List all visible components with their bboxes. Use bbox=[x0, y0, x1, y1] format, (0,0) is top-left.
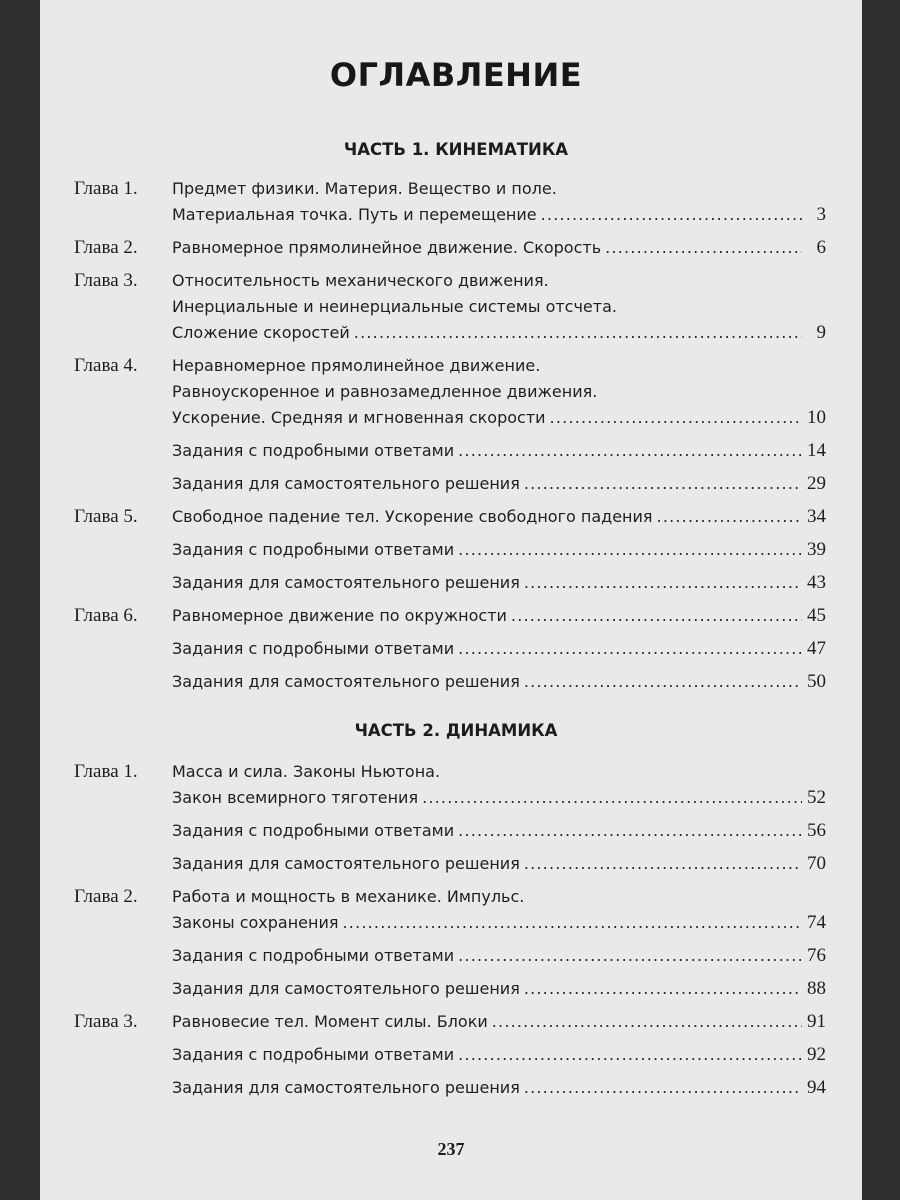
entry-text: Задания с подробными ответами bbox=[172, 946, 455, 965]
dot-leader bbox=[524, 976, 802, 1002]
chapter-label: Глава 3. bbox=[74, 270, 138, 291]
entry-page-number: 91 bbox=[807, 1011, 826, 1032]
chapter-body bbox=[172, 759, 826, 877]
entry-page-number: 9 bbox=[816, 322, 826, 343]
sub-entry bbox=[172, 570, 826, 596]
entry-text: Законы сохранения bbox=[172, 913, 339, 932]
entry-page-number: 43 bbox=[807, 572, 826, 593]
chapter-body bbox=[172, 235, 826, 261]
sub-entry bbox=[172, 851, 826, 877]
sub-entry bbox=[172, 438, 826, 464]
entry-page-number: 92 bbox=[807, 1044, 826, 1065]
sub-entry bbox=[172, 669, 826, 695]
entry-text: Равномерное движение по окружности bbox=[172, 606, 507, 625]
entry-text: Задания для самостоятельного решения bbox=[172, 979, 520, 998]
table-of-contents bbox=[74, 52, 826, 1108]
chapter-label: Глава 1. bbox=[74, 761, 138, 782]
dot-leader bbox=[458, 818, 802, 844]
sub-entry bbox=[172, 1042, 826, 1068]
dot-leader bbox=[343, 910, 803, 936]
entry-page-number: 74 bbox=[807, 912, 826, 933]
entry-text: Равновесие тел. Момент силы. Блоки bbox=[172, 1012, 488, 1031]
sub-entry bbox=[172, 976, 826, 1002]
entry-text: Задания с подробными ответами bbox=[172, 1045, 455, 1064]
chapter-list bbox=[74, 176, 826, 695]
entry-page-number: 52 bbox=[807, 787, 826, 808]
toc-chapter bbox=[74, 353, 826, 497]
entry-text: Материальная точка. Путь и перемещение bbox=[172, 205, 537, 224]
chapter-label: Глава 5. bbox=[74, 506, 138, 527]
sub-entry bbox=[172, 818, 826, 844]
chapter-title-line: Неравномерное прямолинейное движение. bbox=[172, 356, 541, 375]
entry-page-number: 39 bbox=[807, 539, 826, 560]
entry-page-number: 29 bbox=[807, 473, 826, 494]
dot-leader bbox=[550, 405, 802, 431]
chapter-body bbox=[172, 176, 826, 228]
book-page bbox=[40, 0, 862, 1200]
entry-text: Сложение скоростей bbox=[172, 323, 350, 342]
chapter-list bbox=[74, 759, 826, 1101]
dot-leader bbox=[605, 235, 802, 261]
entry-page-number: 94 bbox=[807, 1077, 826, 1098]
part-title: ЧАСТЬ 1. КИНЕМАТИКА bbox=[343, 140, 569, 159]
entry-text: Задания с подробными ответами bbox=[172, 639, 455, 658]
entry-text: Задания для самостоятельного решения bbox=[172, 1078, 520, 1097]
chapter-body bbox=[172, 268, 826, 346]
chapter-entry bbox=[172, 910, 826, 936]
toc-chapter bbox=[74, 759, 826, 877]
entry-text: Задания с подробными ответами bbox=[172, 441, 455, 460]
dot-leader bbox=[524, 669, 802, 695]
dot-leader bbox=[458, 636, 802, 662]
entry-text: Ускорение. Средняя и мгновенная скорости bbox=[172, 408, 546, 427]
entry-page-number: 56 bbox=[807, 820, 826, 841]
part-title: ЧАСТЬ 2. ДИНАМИКА bbox=[354, 721, 558, 740]
dot-leader bbox=[524, 570, 802, 596]
toc-chapter bbox=[74, 504, 826, 596]
sub-entry bbox=[172, 943, 826, 969]
entry-text: Задания для самостоятельного решения bbox=[172, 854, 520, 873]
chapter-entry bbox=[172, 202, 826, 228]
chapter-entry bbox=[172, 405, 826, 431]
entry-page-number: 88 bbox=[807, 978, 826, 999]
chapter-label: Глава 1. bbox=[74, 178, 138, 199]
chapter-entry bbox=[172, 235, 826, 261]
entry-text: Задания с подробными ответами bbox=[172, 540, 455, 559]
sub-entry bbox=[172, 537, 826, 563]
entry-page-number: 14 bbox=[807, 440, 826, 461]
toc-parts bbox=[74, 138, 826, 1101]
chapter-label: Глава 2. bbox=[74, 237, 138, 258]
toc-chapter bbox=[74, 884, 826, 1002]
chapter-title-line: Инерциальные и неинерциальные системы отсчета. bbox=[172, 297, 617, 316]
chapter-title-line: Работа и мощность в механике. Импульс. bbox=[172, 887, 525, 906]
chapter-entry bbox=[172, 785, 826, 811]
entry-text: Задания для самостоятельного решения bbox=[172, 573, 520, 592]
chapter-body bbox=[172, 603, 826, 695]
entry-page-number: 76 bbox=[807, 945, 826, 966]
chapter-entry bbox=[172, 603, 826, 629]
entry-page-number: 34 bbox=[807, 506, 826, 527]
entry-page-number: 3 bbox=[816, 204, 826, 225]
chapter-label: Глава 4. bbox=[74, 355, 138, 376]
chapter-body bbox=[172, 504, 826, 596]
dot-leader bbox=[524, 851, 802, 877]
toc-chapter bbox=[74, 176, 826, 228]
entry-page-number: 70 bbox=[807, 853, 826, 874]
entry-text: Свободное падение тел. Ускорение свободного падения bbox=[172, 507, 653, 526]
chapter-title-line: Предмет физики. Материя. Вещество и поле. bbox=[172, 179, 557, 198]
toc-chapter bbox=[74, 1009, 826, 1101]
dot-leader bbox=[458, 943, 802, 969]
entry-text: Задания для самостоятельного решения bbox=[172, 474, 520, 493]
entry-page-number: 45 bbox=[807, 605, 826, 626]
chapter-body bbox=[172, 1009, 826, 1101]
dot-leader bbox=[524, 1075, 802, 1101]
entry-page-number: 47 bbox=[807, 638, 826, 659]
chapter-title-line: Масса и сила. Законы Ньютона. bbox=[172, 762, 441, 781]
chapter-title-line: Относительность механического движения. bbox=[172, 271, 549, 290]
entry-page-number: 50 bbox=[807, 671, 826, 692]
dot-leader bbox=[492, 1009, 802, 1035]
page-title: ОГЛАВЛЕНИЕ bbox=[329, 56, 583, 94]
entry-text: Задания с подробными ответами bbox=[172, 821, 455, 840]
page-number: 237 bbox=[437, 1139, 465, 1159]
dot-leader bbox=[524, 471, 802, 497]
entry-page-number: 10 bbox=[807, 407, 826, 428]
toc-chapter bbox=[74, 268, 826, 346]
chapter-label: Глава 2. bbox=[74, 886, 138, 907]
chapter-entry bbox=[172, 504, 826, 530]
dot-leader bbox=[354, 320, 802, 346]
entry-page-number: 6 bbox=[816, 237, 826, 258]
chapter-body bbox=[172, 884, 826, 1002]
dot-leader bbox=[511, 603, 802, 629]
dot-leader bbox=[458, 438, 802, 464]
chapter-body bbox=[172, 353, 826, 497]
entry-text: Задания для самостоятельного решения bbox=[172, 672, 520, 691]
entry-text: Закон всемирного тяготения bbox=[172, 788, 419, 807]
chapter-label: Глава 3. bbox=[74, 1011, 138, 1032]
toc-chapter bbox=[74, 235, 826, 261]
toc-chapter bbox=[74, 603, 826, 695]
dot-leader bbox=[657, 504, 802, 530]
chapter-label: Глава 6. bbox=[74, 605, 138, 626]
dot-leader bbox=[458, 537, 802, 563]
sub-entry bbox=[172, 1075, 826, 1101]
dot-leader bbox=[458, 1042, 802, 1068]
dot-leader bbox=[541, 202, 802, 228]
sub-entry bbox=[172, 471, 826, 497]
entry-text: Равномерное прямолинейное движение. Скорость bbox=[172, 238, 602, 257]
dot-leader bbox=[422, 785, 802, 811]
sub-entry bbox=[172, 636, 826, 662]
chapter-title-line: Равноускоренное и равнозамедленное движения. bbox=[172, 382, 598, 401]
chapter-entry bbox=[172, 1009, 826, 1035]
chapter-entry bbox=[172, 320, 826, 346]
